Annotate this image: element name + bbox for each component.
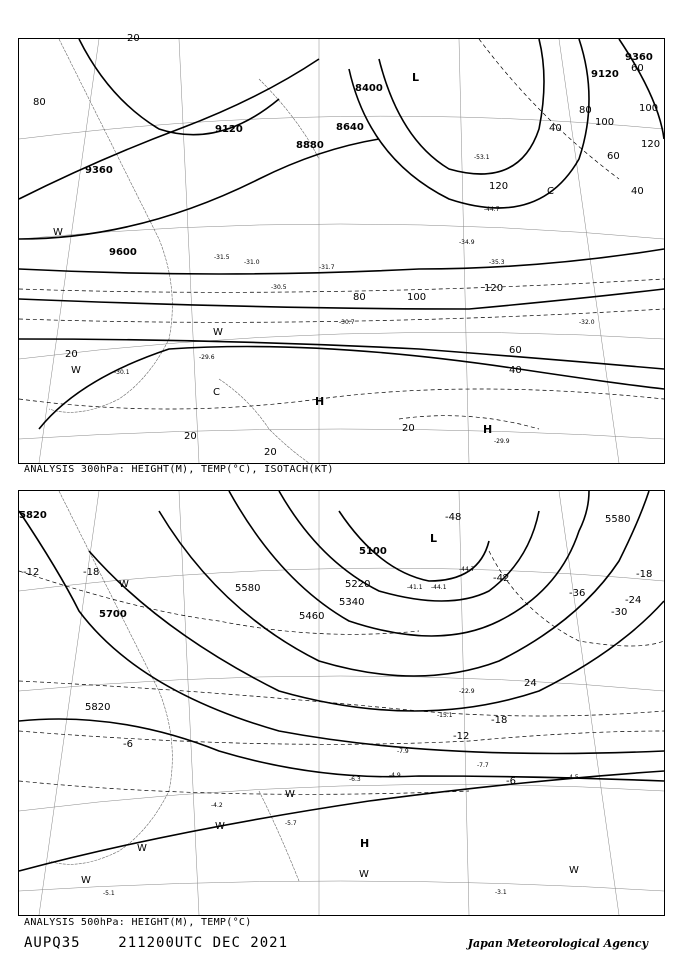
warm-center-W-e: W [569, 865, 579, 876]
temp-obs: -5.7 [285, 820, 297, 827]
isotherm-label--18-c: -18 [83, 567, 100, 578]
temp-obs: -15.1 [437, 712, 453, 719]
isotherm-label--6-w: -6 [123, 739, 133, 750]
temp-obs: -6.3 [349, 776, 361, 783]
height-label-5460: 5460 [299, 611, 325, 622]
isotach-label-20-c: 20 [402, 423, 415, 434]
temp-obs: -31.0 [244, 259, 260, 266]
height-label-5340: 5340 [339, 597, 365, 608]
isotherm-contours [19, 551, 664, 794]
isotherm-label--6: -6 [506, 776, 516, 787]
coastlines [49, 39, 319, 463]
warm-center-W-b: W [213, 327, 223, 338]
height-label-8400: 8400 [355, 83, 383, 94]
high-center-H-b: H [483, 423, 493, 436]
isotach-label-60-ne: 60 [607, 151, 620, 162]
map-300hpa [19, 33, 664, 463]
height-label-5820: 5820 [19, 510, 47, 521]
temp-obs: -44.7 [484, 206, 500, 213]
isotherm-label--42: -42 [493, 573, 510, 584]
agency-name: Japan Meteorological Agency [467, 937, 648, 950]
isotach-label-40-e: 40 [631, 186, 644, 197]
temp-obs: -22.9 [459, 688, 475, 695]
isotach-label-60: 60 [509, 345, 522, 356]
isotach-label-40-ne: 40 [549, 123, 562, 134]
isotach-label-80-ne: 80 [579, 105, 592, 116]
temp-obs: -30.7 [339, 319, 355, 326]
height-label-5820-west: 5820 [85, 702, 111, 713]
temp-obs: -44.1 [431, 584, 447, 591]
height-label-8880: 8880 [296, 140, 324, 151]
height-label-5220: 5220 [345, 579, 371, 590]
isotach-label-80: 80 [33, 97, 46, 108]
temp-obs: -31.5 [214, 254, 230, 261]
temp-obs: -4.9 [389, 772, 401, 779]
isotherm-label--18-w: -12 [23, 567, 40, 578]
isotherm-label--36: -36 [569, 588, 586, 599]
isotach-label-20-d: 20 [264, 447, 277, 458]
temp-obs: -32.0 [579, 319, 595, 326]
cold-center-C: C [547, 186, 554, 197]
isotach-label-100-e: 100 [595, 117, 615, 128]
isotherm-label--18-b: -18 [491, 715, 508, 726]
isotach-label-120-ne: 120 [641, 139, 661, 150]
warm-center-W-a: W [53, 227, 63, 238]
high-center-H-a: H [315, 395, 325, 408]
warm-center-W-g: W [81, 875, 91, 886]
height-label-5580-east: 5580 [605, 514, 631, 525]
chart-500hpa [18, 490, 665, 916]
temp-obs: -53.1 [474, 154, 490, 161]
temp-obs: -41.1 [407, 584, 423, 591]
valid-time: 211200UTC DEC 2021 [118, 935, 289, 951]
isotach-label-120: 120 [484, 283, 504, 294]
temp-obs: -4.5 [567, 774, 579, 781]
temp-obs: -35.3 [489, 259, 505, 266]
graticule [19, 491, 664, 915]
cold-center-C-b: C [213, 387, 220, 398]
warm-center-W-d: W [359, 869, 369, 880]
isotach-label-80-c: 80 [353, 292, 366, 303]
warm-center-W-c: W [71, 365, 81, 376]
temp-obs: -29.9 [494, 438, 510, 445]
isotach-label-120-e: 120 [489, 181, 509, 192]
height-label-5700: 5700 [99, 609, 127, 620]
warm-center-W-b: W [137, 843, 147, 854]
temp-obs: -29.6 [199, 354, 215, 361]
isotherm-label--24: -24 [625, 595, 642, 606]
isotherm-label-24: 24 [524, 678, 537, 689]
temp-obs: -5.1 [103, 890, 115, 897]
isotherm-label--12: -12 [453, 731, 470, 742]
height-label-5580: 5580 [235, 583, 261, 594]
isotherm-label--30: -30 [611, 607, 628, 618]
height-label-9120: 9120 [215, 124, 243, 135]
isotach-label-60-e: 60 [631, 63, 644, 74]
warm-center-W-a: W [119, 579, 129, 590]
low-center-L: L [430, 532, 438, 545]
height-label-5100: 5100 [359, 546, 387, 557]
temp-obs: -7.7 [477, 762, 489, 769]
height-label-9600: 9600 [109, 247, 137, 258]
temp-obs: -4.2 [211, 802, 223, 809]
isotach-label-40: 40 [509, 365, 522, 376]
isotherm-label--48: -48 [445, 512, 462, 523]
temp-obs: -34.9 [459, 239, 475, 246]
chart-id-line [24, 935, 288, 951]
low-center-L: L [412, 71, 420, 84]
temp-obs: -30.1 [114, 369, 130, 376]
height-label-9120-east: 9120 [591, 69, 619, 80]
temp-obs: -31.7 [319, 264, 335, 271]
high-center-H: H [360, 837, 370, 850]
caption-300hpa: ANALYSIS 300hPa: HEIGHT(M), TEMP(°C), ISOTACH(KT) [24, 464, 334, 475]
isotach-label-20-a: 20 [65, 349, 78, 360]
temp-obs: -3.1 [495, 889, 507, 896]
isotach-label-20-b: 20 [184, 431, 197, 442]
caption-500hpa: ANALYSIS 500hPa: HEIGHT(M), TEMP(°C) [24, 917, 252, 928]
temp-obs: -7.9 [397, 748, 409, 755]
isotherm-label--18: -18 [636, 569, 653, 580]
isotach-label-20-n: 20 [127, 33, 140, 44]
chart-code: AUPQ35 [24, 935, 81, 951]
height-label-9360: 9360 [85, 165, 113, 176]
coastlines [49, 491, 299, 881]
height-label-8640: 8640 [336, 122, 364, 133]
isotach-label-100-ne: 100 [639, 103, 659, 114]
map-500hpa [19, 491, 664, 915]
isotach-label-100: 100 [407, 292, 427, 303]
temp-obs: -44.7 [459, 566, 475, 573]
height-label-9360-east: 9360 [625, 52, 653, 63]
warm-center-W-f: W [285, 789, 295, 800]
temp-obs: -30.5 [271, 284, 287, 291]
warm-center-W-c: W [215, 821, 225, 832]
chart-300hpa [18, 33, 665, 464]
